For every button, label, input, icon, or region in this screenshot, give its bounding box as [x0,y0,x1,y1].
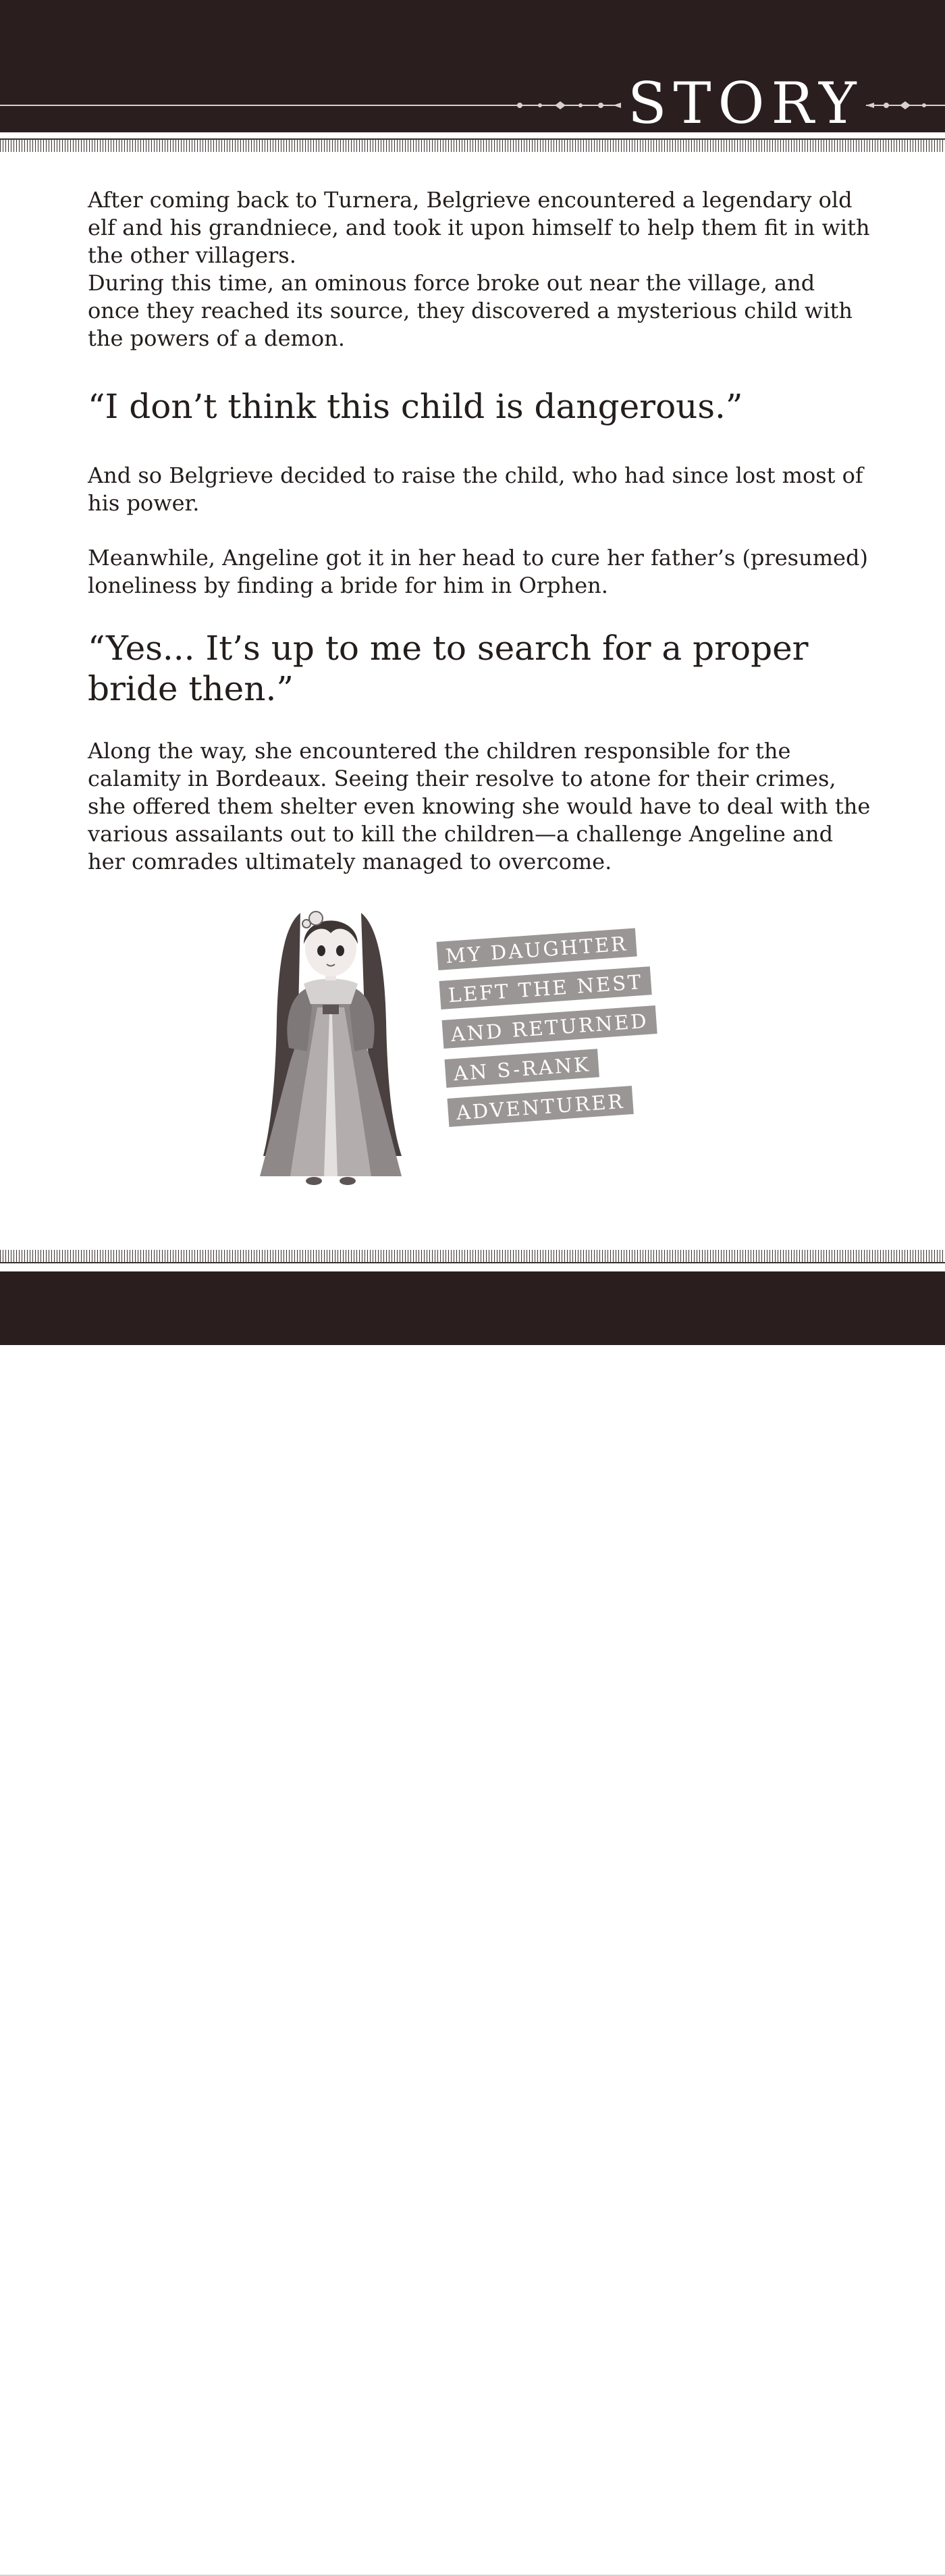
top-tick-border [0,138,945,152]
story-content [88,186,871,876]
story-paragraph: And so Belgrieve decided to raise the child, who had since lost most of his power. [88,463,863,516]
logo-line: AND RETURNED [442,1005,657,1049]
story-paragraph: Meanwhile, Angeline got it in her head to cure her father’s (presumed) loneliness by finding a bride for him in Orphen. [88,545,868,598]
story-quote: “I don’t think this child is dangerous.” [88,387,743,426]
section-title: STORY [628,70,863,136]
girl-in-gown-illustration [236,886,425,1197]
series-title-logo [432,932,682,1138]
logo-line: ADVENTURER [448,1086,634,1127]
header-band [0,0,945,136]
logo-line: MY DAUGHTER [437,928,637,970]
header-rule [0,105,500,106]
story-paragraph: After coming back to Turnera, Belgrieve encountered a legendary old elf and his grandniece, and took it upon himself to help them fit in with the other villagers. [88,187,870,268]
story-paragraph: Along the way, she encountered the children responsible for the calamity in Bordeaux. Seeing their resolve to atone for their crimes, she offered them shelter even knowing she would have to deal with the various assailants out to kill the children—a challenge Angeline and her comrades ultimately managed to overcome. [88,738,871,874]
flourish-ornament-icon [500,101,621,110]
bottom-tick-border [0,1250,945,1263]
logo-line: LEFT THE NEST [439,966,652,1009]
logo-line: AN S-RANK [445,1049,599,1088]
story-quote: “Yes... It’s up to me to search for a proper bride then.” [88,629,809,708]
footer-band [0,1271,945,1345]
story-paragraph: During this time, an ominous force broke out near the village, and once they reached its source, they discovered a mysterious child with the powers of a demon. [88,270,853,351]
flourish-ornament-icon [866,101,945,110]
